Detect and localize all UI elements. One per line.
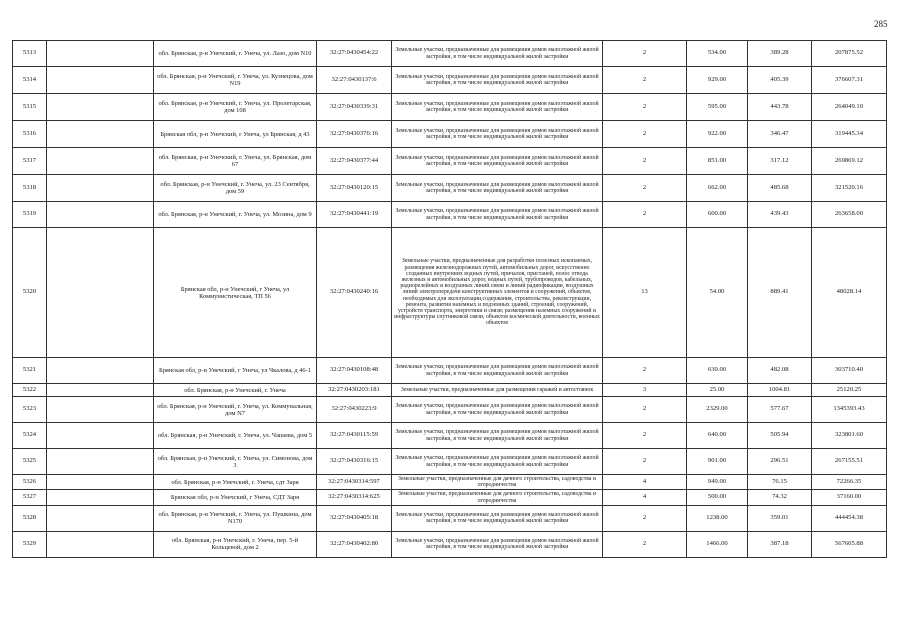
address-cell: обл. Брянская, р-н Унечский, г. Унеча, сдт Заря bbox=[154, 475, 317, 490]
land-use-cell: Земельные участки, предназначенные для размещения домов малоэтажной жилой застройки, в том числе индивидуальной жилой застройки bbox=[392, 121, 603, 148]
cadastral-value-cell: 319445.34 bbox=[812, 121, 887, 148]
cadastral-number-cell: 32:27:0430377:44 bbox=[317, 148, 392, 175]
address-cell: обл. Брянская, р-н Унечский, г. Унеча, ул. Лазо, дом N10 bbox=[154, 41, 317, 67]
land-registry-table bbox=[12, 40, 887, 558]
empty-cell bbox=[47, 228, 154, 358]
cadastral-number-cell: 32:27:0430454:22 bbox=[317, 41, 392, 67]
land-use-cell: Земельные участки, предназначенные для размещения домов малоэтажной жилой застройки, в том числе индивидуальной жилой застройки bbox=[392, 148, 603, 175]
row-id: 5313 bbox=[13, 41, 47, 67]
group-cell: 2 bbox=[603, 397, 687, 423]
empty-cell bbox=[47, 67, 154, 94]
land-use-cell: Земельные участки, предназначенные для размещения домов малоэтажной жилой застройки, в том числе индивидуальной жилой застройки bbox=[392, 202, 603, 228]
address-cell: обл. Брянская, р-н Унечский, г. Унеча, ул. Чапаева, дом 5 bbox=[154, 423, 317, 449]
group-cell: 3 bbox=[603, 384, 687, 397]
row-id: 5324 bbox=[13, 423, 47, 449]
empty-cell bbox=[47, 148, 154, 175]
cadastral-value-cell: 321520.16 bbox=[812, 175, 887, 202]
area-cell: 662.00 bbox=[687, 175, 748, 202]
row-id: 5322 bbox=[13, 384, 47, 397]
cadastral-value-cell: 267155.51 bbox=[812, 449, 887, 475]
group-cell: 2 bbox=[603, 121, 687, 148]
area-cell: 922.00 bbox=[687, 121, 748, 148]
unit-value-cell: 405.39 bbox=[748, 67, 812, 94]
group-cell: 2 bbox=[603, 41, 687, 67]
table-row bbox=[13, 505, 887, 531]
area-cell: 25.00 bbox=[687, 384, 748, 397]
land-use-cell: Земельные участки, предназначенные для дачного строительства, садоводства и огородничества bbox=[392, 490, 603, 505]
table-row bbox=[13, 423, 887, 449]
page-number: 285 bbox=[874, 19, 888, 29]
empty-cell bbox=[47, 490, 154, 505]
cadastral-number-cell: 32:27:0430405:18 bbox=[317, 505, 392, 531]
empty-cell bbox=[47, 531, 154, 557]
address-cell: обл. Брянская, р-н Унечский, г. Унеча, ул. Мозина, дом 9 bbox=[154, 202, 317, 228]
land-use-cell: Земельные участки, предназначенные для размещения домов малоэтажной жилой застройки, в том числе индивидуальной жилой застройки bbox=[392, 175, 603, 202]
row-id: 5325 bbox=[13, 449, 47, 475]
empty-cell bbox=[47, 397, 154, 423]
empty-cell bbox=[47, 475, 154, 490]
cadastral-number-cell: 32:27:0430402:80 bbox=[317, 531, 392, 557]
table-row bbox=[13, 475, 887, 490]
table-row bbox=[13, 358, 887, 384]
row-id: 5319 bbox=[13, 202, 47, 228]
row-id: 5315 bbox=[13, 94, 47, 121]
unit-value-cell: 1004.81 bbox=[748, 384, 812, 397]
group-cell: 4 bbox=[603, 475, 687, 490]
table-row bbox=[13, 449, 887, 475]
unit-value-cell: 505.94 bbox=[748, 423, 812, 449]
area-cell: 600.00 bbox=[687, 202, 748, 228]
cadastral-value-cell: 37160.00 bbox=[812, 490, 887, 505]
address-cell: обл. Брянская, р-н Унечский, г. Унеча, ул. Кузнецова, дом N19 bbox=[154, 67, 317, 94]
cadastral-number-cell: 32:27:0430137:6 bbox=[317, 67, 392, 94]
unit-value-cell: 387.18 bbox=[748, 531, 812, 557]
unit-value-cell: 359.01 bbox=[748, 505, 812, 531]
group-cell: 2 bbox=[603, 202, 687, 228]
table-body bbox=[13, 41, 887, 558]
empty-cell bbox=[47, 94, 154, 121]
unit-value-cell: 439.43 bbox=[748, 202, 812, 228]
table-row bbox=[13, 384, 887, 397]
table-row bbox=[13, 94, 887, 121]
empty-cell bbox=[47, 358, 154, 384]
address-cell: Брянская обл, р-н Унечский, г Унеча, ул Коммунистическая, ТП 56 bbox=[154, 228, 317, 358]
cadastral-value-cell: 25120.25 bbox=[812, 384, 887, 397]
land-use-cell: Земельные участки, предназначенные для размещения домов малоэтажной жилой застройки, в том числе индивидуальной жилой застройки bbox=[392, 358, 603, 384]
row-id: 5317 bbox=[13, 148, 47, 175]
cadastral-value-cell: 1345393.43 bbox=[812, 397, 887, 423]
unit-value-cell: 482.08 bbox=[748, 358, 812, 384]
address-cell: Брянская обл, р-н Унечский, г Унеча, СДТ Заря bbox=[154, 490, 317, 505]
group-cell: 2 bbox=[603, 67, 687, 94]
row-id: 5329 bbox=[13, 531, 47, 557]
land-use-cell: Земельные участки, предназначенные для размещения домов малоэтажной жилой застройки, в том числе индивидуальной жилой застройки bbox=[392, 449, 603, 475]
cadastral-number-cell: 32:27:0430314:597 bbox=[317, 475, 392, 490]
land-use-cell: Земельные участки, предназначенные для размещения домов малоэтажной жилой застройки, в том числе индивидуальной жилой застройки bbox=[392, 423, 603, 449]
unit-value-cell: 76.15 bbox=[748, 475, 812, 490]
cadastral-number-cell: 32:27:0430108:48 bbox=[317, 358, 392, 384]
row-id: 5314 bbox=[13, 67, 47, 94]
table-row bbox=[13, 490, 887, 505]
row-id: 5323 bbox=[13, 397, 47, 423]
address-cell: обл. Брянская, р-н Унечский, г. Унеча, пер. 5-й Кольцевой, дом 2 bbox=[154, 531, 317, 557]
land-use-cell: Земельные участки, предназначенные для дачного строительства, садоводства и огородничества bbox=[392, 475, 603, 490]
cadastral-number-cell: 32:27:0430223:9 bbox=[317, 397, 392, 423]
address-cell: обл. Брянская, р-н Унечский, г. Унеча, ул. Брянская, дом 67 bbox=[154, 148, 317, 175]
land-use-cell: Земельные участки, предназначенные для размещения домов малоэтажной жилой застройки, в том числе индивидуальной жилой застройки bbox=[392, 531, 603, 557]
row-id: 5326 bbox=[13, 475, 47, 490]
table-row bbox=[13, 67, 887, 94]
empty-cell bbox=[47, 449, 154, 475]
cadastral-value-cell: 376607.31 bbox=[812, 67, 887, 94]
cadastral-value-cell: 567605.88 bbox=[812, 531, 887, 557]
area-cell: 54.00 bbox=[687, 228, 748, 358]
unit-value-cell: 889.41 bbox=[748, 228, 812, 358]
empty-cell bbox=[47, 505, 154, 531]
unit-value-cell: 389.28 bbox=[748, 41, 812, 67]
unit-value-cell: 346.47 bbox=[748, 121, 812, 148]
area-cell: 595.00 bbox=[687, 94, 748, 121]
land-use-cell: Земельные участки, предназначенные для размещения гаражей и автостоянок bbox=[392, 384, 603, 397]
area-cell: 534.00 bbox=[687, 41, 748, 67]
group-cell: 13 bbox=[603, 228, 687, 358]
empty-cell bbox=[47, 121, 154, 148]
cadastral-number-cell: 32:27:0430316:15 bbox=[317, 449, 392, 475]
cadastral-value-cell: 323801.60 bbox=[812, 423, 887, 449]
row-id: 5320 bbox=[13, 228, 47, 358]
cadastral-number-cell: 32:27:0430376:16 bbox=[317, 121, 392, 148]
cadastral-value-cell: 303710.40 bbox=[812, 358, 887, 384]
cadastral-value-cell: 269869.12 bbox=[812, 148, 887, 175]
group-cell: 2 bbox=[603, 175, 687, 202]
table-row bbox=[13, 202, 887, 228]
address-cell: Брянская обл, р-н Унечский, г Унеча, ул Брянская, д 43 bbox=[154, 121, 317, 148]
empty-cell bbox=[47, 384, 154, 397]
table-row bbox=[13, 41, 887, 67]
group-cell: 2 bbox=[603, 148, 687, 175]
empty-cell bbox=[47, 423, 154, 449]
row-id: 5318 bbox=[13, 175, 47, 202]
empty-cell bbox=[47, 41, 154, 67]
cadastral-value-cell: 48028.14 bbox=[812, 228, 887, 358]
group-cell: 2 bbox=[603, 423, 687, 449]
row-id: 5328 bbox=[13, 505, 47, 531]
cadastral-value-cell: 263658.00 bbox=[812, 202, 887, 228]
area-cell: 949.00 bbox=[687, 475, 748, 490]
table-row bbox=[13, 531, 887, 557]
address-cell: обл. Брянская, р-н Унечский, г. Унеча bbox=[154, 384, 317, 397]
empty-cell bbox=[47, 175, 154, 202]
area-cell: 1238.00 bbox=[687, 505, 748, 531]
cadastral-number-cell: 32:27:0430339:31 bbox=[317, 94, 392, 121]
area-cell: 929.00 bbox=[687, 67, 748, 94]
land-use-cell: Земельные участки, предназначенные для размещения домов малоэтажной жилой застройки, в том числе индивидуальной жилой застройки bbox=[392, 41, 603, 67]
unit-value-cell: 74.32 bbox=[748, 490, 812, 505]
area-cell: 630.00 bbox=[687, 358, 748, 384]
cadastral-value-cell: 207875.52 bbox=[812, 41, 887, 67]
address-cell: обл. Брянская, р-н Унечский, г. Унеча, ул. Симонова, дом 3 bbox=[154, 449, 317, 475]
cadastral-number-cell: 32:27:0430203:181 bbox=[317, 384, 392, 397]
address-cell: Брянская обл, р-н Унечский, г Унеча, ул Чкалова, д 46-1 bbox=[154, 358, 317, 384]
table-row bbox=[13, 148, 887, 175]
row-id: 5316 bbox=[13, 121, 47, 148]
unit-value-cell: 485.68 bbox=[748, 175, 812, 202]
address-cell: обл. Брянская, р-н Унечский, г. Унеча, ул. Пушкина, дом N170 bbox=[154, 505, 317, 531]
land-use-cell: Земельные участки, предназначенные для размещения домов малоэтажной жилой застройки, в том числе индивидуальной жилой застройки bbox=[392, 505, 603, 531]
cadastral-value-cell: 264049.10 bbox=[812, 94, 887, 121]
land-use-cell: Земельные участки, предназначенные для размещения домов малоэтажной жилой застройки, в том числе индивидуальной жилой застройки bbox=[392, 397, 603, 423]
area-cell: 640.00 bbox=[687, 423, 748, 449]
cadastral-number-cell: 32:27:0430115:59 bbox=[317, 423, 392, 449]
land-use-cell: Земельные участки, предназначенные для размещения домов малоэтажной жилой застройки, в том числе индивидуальной жилой застройки bbox=[392, 67, 603, 94]
cadastral-value-cell: 444454.38 bbox=[812, 505, 887, 531]
row-id: 5321 bbox=[13, 358, 47, 384]
cadastral-value-cell: 72266.35 bbox=[812, 475, 887, 490]
group-cell: 4 bbox=[603, 490, 687, 505]
unit-value-cell: 443.78 bbox=[748, 94, 812, 121]
address-cell: обл. Брянская, р-н Унечский, г. Унеча, ул. Пролетарская, дом 108 bbox=[154, 94, 317, 121]
unit-value-cell: 317.12 bbox=[748, 148, 812, 175]
unit-value-cell: 296.51 bbox=[748, 449, 812, 475]
area-cell: 500.00 bbox=[687, 490, 748, 505]
group-cell: 2 bbox=[603, 531, 687, 557]
address-cell: обл. Брянская, р-н Унечский, г. Унеча, ул. 23 Сентября, дом 59 bbox=[154, 175, 317, 202]
row-id: 5327 bbox=[13, 490, 47, 505]
cadastral-number-cell: 32:27:0430314:625 bbox=[317, 490, 392, 505]
address-cell: обл. Брянская, р-н Унечский, г. Унеча, ул. Коммунальная, дом N7 bbox=[154, 397, 317, 423]
group-cell: 2 bbox=[603, 358, 687, 384]
cadastral-number-cell: 32:27:0430120:15 bbox=[317, 175, 392, 202]
table-row bbox=[13, 121, 887, 148]
group-cell: 2 bbox=[603, 94, 687, 121]
land-use-cell: Земельные участки, предназначенные для размещения домов малоэтажной жилой застройки, в том числе индивидуальной жилой застройки bbox=[392, 94, 603, 121]
unit-value-cell: 577.67 bbox=[748, 397, 812, 423]
table-row bbox=[13, 228, 887, 358]
table-row bbox=[13, 175, 887, 202]
area-cell: 2329.00 bbox=[687, 397, 748, 423]
area-cell: 851.00 bbox=[687, 148, 748, 175]
group-cell: 2 bbox=[603, 449, 687, 475]
area-cell: 901.00 bbox=[687, 449, 748, 475]
group-cell: 2 bbox=[603, 505, 687, 531]
cadastral-number-cell: 32:27:0430240:16 bbox=[317, 228, 392, 358]
land-use-cell: Земельные участки, предназначенные для разработки полезных ископаемых, размещения железнодорожных путей, автомобильных дорог, искусственно созданных внутренних водных путей, причалов, пристаней, полос отвода железных и автомобильных дорог, водных путей, трубопроводов, кабельных, радиорелейных и воздушных линий связи и линий радиофикации, воздушных линий электропередачи конструктивных элементов и сооружений, объектов, необходимых для эксплуатации,содержания, строительства, реконструкции, ремонта, развития наземных и подземных зданий, строений, сооружений, устройств транспорта, энергетики и связи; размещения наземных сооружений и инфраструктуры спутниковой связи, объектов космической деятельности, военных объектов bbox=[392, 228, 603, 358]
area-cell: 1466.00 bbox=[687, 531, 748, 557]
table-row bbox=[13, 397, 887, 423]
empty-cell bbox=[47, 202, 154, 228]
cadastral-number-cell: 32:27:0430441:19 bbox=[317, 202, 392, 228]
